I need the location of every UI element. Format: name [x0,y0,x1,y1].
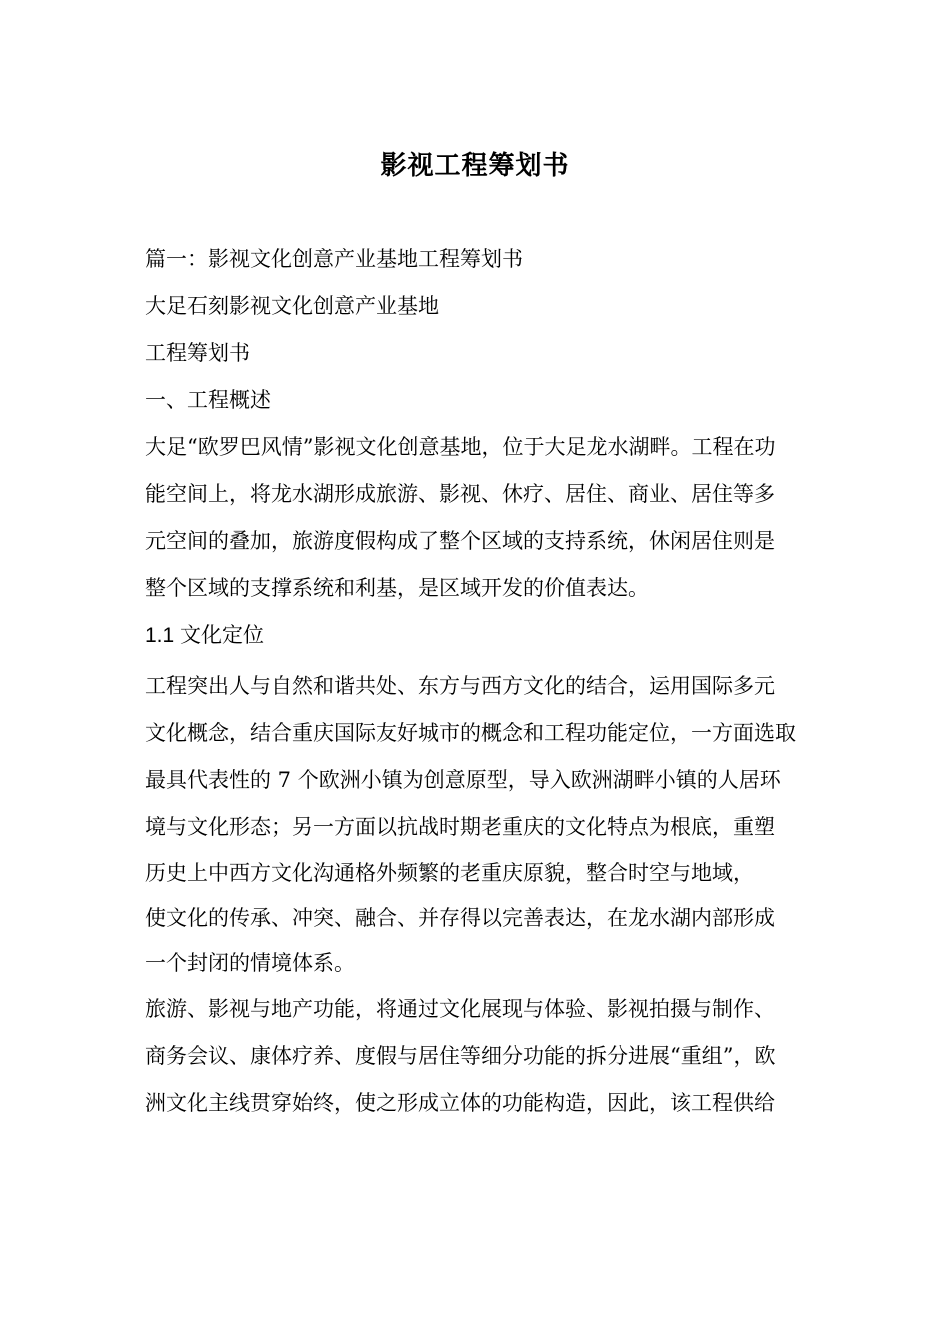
section-heading-overview: 一、工程概述 [145,388,271,412]
paragraph-line: 文化概念，结合重庆国际友好城市的概念和工程功能定位，一方面选取 [145,721,796,745]
paragraph-line: 能空间上，将龙水湖形成旅游、影视、休疗、居住、商业、居住等多 [145,482,775,506]
paragraph-line: 工程突出人与自然和谐共处、东方与西方文化的结合，运用国际多元 [145,674,775,698]
paragraph-line: 旅游、影视与地产功能，将通过文化展现与体验、影视拍摄与制作、 [145,997,775,1021]
paragraph-line: 整个区域的支撑系统和利基，是区域开发的价值表达。 [145,576,649,600]
document-subtitle: 工程筹划书 [145,341,250,365]
paragraph-overview [145,424,825,612]
paragraph-line: 洲文化主线贯穿始终，使之形成立体的功能构造，因此，该工程供给 [145,1091,775,1115]
paragraph-line: 境与文化形态；另一方面以抗战时期老重庆的文化特点为根底，重塑 [145,815,775,839]
paragraph-line: 使文化的传承、冲突、融合、并存得以完善表达，在龙水湖内部形成 [145,906,775,930]
paragraph-line: 元空间的叠加，旅游度假构成了整个区域的支持系统，休闲居住则是 [145,529,775,553]
paragraph-function [145,986,825,1127]
paragraph-line: 商务会议、康体疗养、度假与居住等细分功能的拆分进展“重组”，欧 [145,1044,776,1068]
article-heading: 篇一：影视文化创意产业基地工程筹划书 [145,247,523,271]
project-name: 大足石刻影视文化创意产业基地 [145,294,439,318]
section-heading-culture: 1.1 文化定位 [145,624,265,647]
paragraph-line: 最具代表性的 7 个欧洲小镇为创意原型，导入欧洲湖畔小镇的人居环 [145,768,781,792]
paragraph-line: 一个封闭的情境体系。 [145,951,355,975]
document-title: 影视工程筹划书 [380,151,570,181]
paragraph-line: 历史上中西方文化沟通格外频繁的老重庆原貌，整合时空与地域， [145,861,754,885]
paragraph-culture [145,663,825,986]
document-body [145,236,825,1127]
paragraph-line: 大足“欧罗巴风情”影视文化创意基地，位于大足龙水湖畔。工程在功 [145,435,776,459]
